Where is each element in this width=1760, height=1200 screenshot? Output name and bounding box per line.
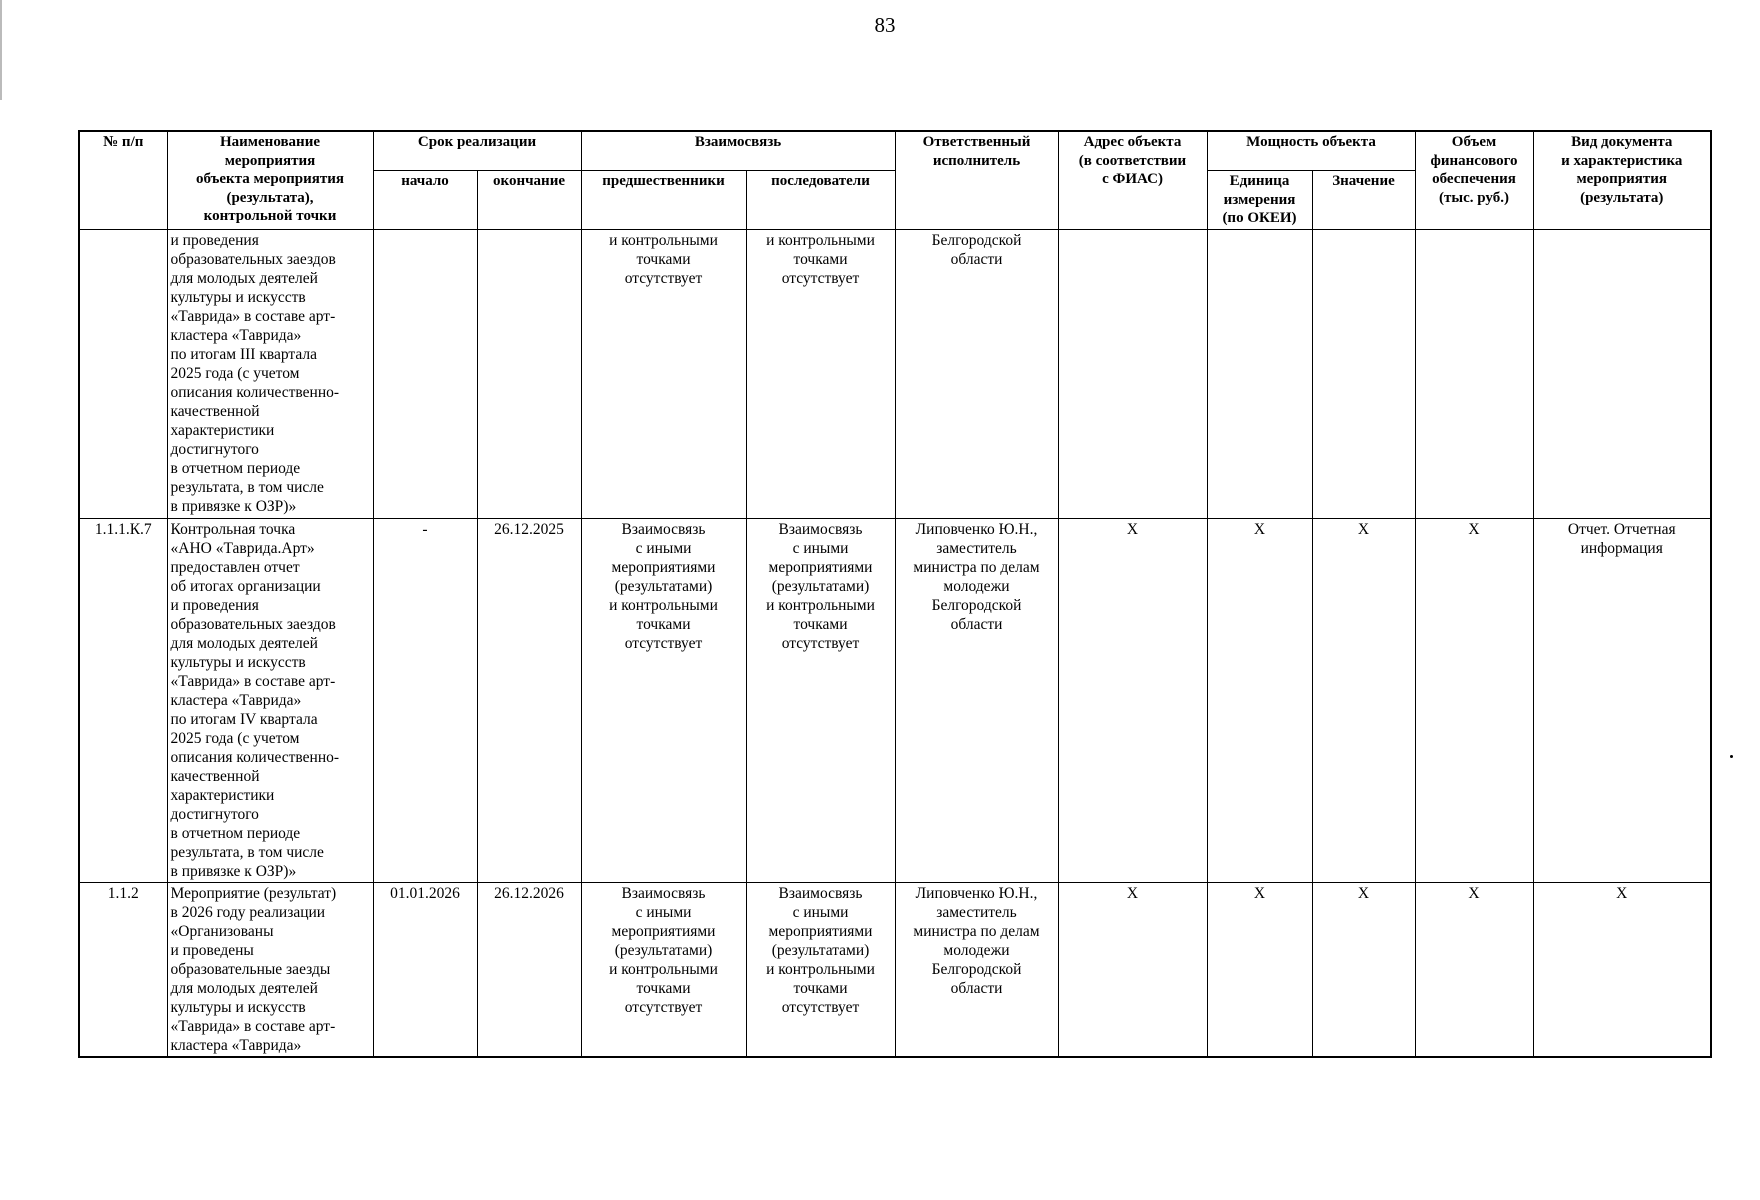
header-link: Взаимосвязь xyxy=(581,131,895,171)
cell-next: Взаимосвязь с иными мероприятиями (результатами) и контрольными точками отсутствует xyxy=(746,882,895,1057)
header-term: Срок реализации xyxy=(373,131,581,171)
cell-unit xyxy=(1207,229,1312,518)
cell-finance: Х xyxy=(1415,882,1533,1057)
page-number: 83 xyxy=(874,13,896,37)
cell-name: Мероприятие (результат) в 2026 году реализации «Организованы и проведены образовательные заезды для молодых деятелей культуры и искусств «Таврида» в составе арт- кластера «Таврида» xyxy=(167,882,373,1057)
cell-value: Х xyxy=(1312,518,1415,882)
cell-prev: и контрольными точками отсутствует xyxy=(581,229,746,518)
cell-end: 26.12.2025 xyxy=(477,518,581,882)
cell-num xyxy=(79,229,167,518)
header-doc: Вид документа и характеристика мероприятия (результата) xyxy=(1533,131,1711,229)
cell-num: 1.1.2 xyxy=(79,882,167,1057)
header-link-prev: предшественники xyxy=(581,171,746,230)
cell-end xyxy=(477,229,581,518)
cell-responsible: Липовченко Ю.Н., заместитель министра по делам молодежи Белгородской области xyxy=(895,518,1058,882)
cell-start: - xyxy=(373,518,477,882)
cell-value: Х xyxy=(1312,882,1415,1057)
cell-prev: Взаимосвязь с иными мероприятиями (результатами) и контрольными точками отсутствует xyxy=(581,882,746,1057)
table-row xyxy=(79,882,1711,1057)
cell-name: Контрольная точка «АНО «Таврида.Арт» предоставлен отчет об итогах организации и проведения образовательных заездов для молодых деятелей культуры и искусств «Таврида» в составе арт- кластера «Таврида» по итогам IV квартала 2025 года (с учетом описания количественно- качественной характеристики достигнутого в отчетном периоде результата, в том числе в привязке к ОЗР)» xyxy=(167,518,373,882)
cell-next: Взаимосвязь с иными мероприятиями (результатами) и контрольными точками отсутствует xyxy=(746,518,895,882)
header-link-next: последователи xyxy=(746,171,895,230)
cell-responsible: Белгородской области xyxy=(895,229,1058,518)
cell-prev: Взаимосвязь с иными мероприятиями (результатами) и контрольными точками отсутствует xyxy=(581,518,746,882)
cell-doc: Х xyxy=(1533,882,1711,1057)
header-responsible: Ответственный исполнитель xyxy=(895,131,1058,229)
cell-name: и проведения образовательных заездов для молодых деятелей культуры и искусств «Таврида» в составе арт- кластера «Таврида» по итогам III квартала 2025 года (с учетом описания количественно- качественной характеристики достигнутого в отчетном периоде результата, в том числе в привязке к ОЗР)» xyxy=(167,229,373,518)
cell-unit: Х xyxy=(1207,882,1312,1057)
header-finance: Объем финансового обеспечения (тыс. руб.) xyxy=(1415,131,1533,229)
activity-table xyxy=(78,130,1712,1058)
cell-finance: Х xyxy=(1415,518,1533,882)
header-term-end: окончание xyxy=(477,171,581,230)
cell-finance xyxy=(1415,229,1533,518)
header-term-start: начало xyxy=(373,171,477,230)
header-capacity-value: Значение xyxy=(1312,171,1415,230)
cell-start xyxy=(373,229,477,518)
cell-doc: Отчет. Отчетная информация xyxy=(1533,518,1711,882)
cell-address: Х xyxy=(1058,882,1207,1057)
header-capacity-unit: Единица измерения (по ОКЕИ) xyxy=(1207,171,1312,230)
header-capacity: Мощность объекта xyxy=(1207,131,1415,171)
cell-unit: Х xyxy=(1207,518,1312,882)
cell-end: 26.12.2026 xyxy=(477,882,581,1057)
header-num: № п/п xyxy=(79,131,167,229)
table-row xyxy=(79,518,1711,882)
header-address: Адрес объекта (в соответствии с ФИАС) xyxy=(1058,131,1207,229)
cell-start: 01.01.2026 xyxy=(373,882,477,1057)
header-name: Наименование мероприятия объекта мероприятия (результата), контрольной точки xyxy=(167,131,373,229)
cell-address: Х xyxy=(1058,518,1207,882)
cell-value xyxy=(1312,229,1415,518)
table-row xyxy=(79,229,1711,518)
table-header-row xyxy=(79,131,1711,171)
cell-responsible: Липовченко Ю.Н., заместитель министра по делам молодежи Белгородской области xyxy=(895,882,1058,1057)
scan-speck xyxy=(1730,755,1733,758)
cell-doc xyxy=(1533,229,1711,518)
cell-next: и контрольными точками отсутствует xyxy=(746,229,895,518)
cell-num: 1.1.1.К.7 xyxy=(79,518,167,882)
cell-address xyxy=(1058,229,1207,518)
